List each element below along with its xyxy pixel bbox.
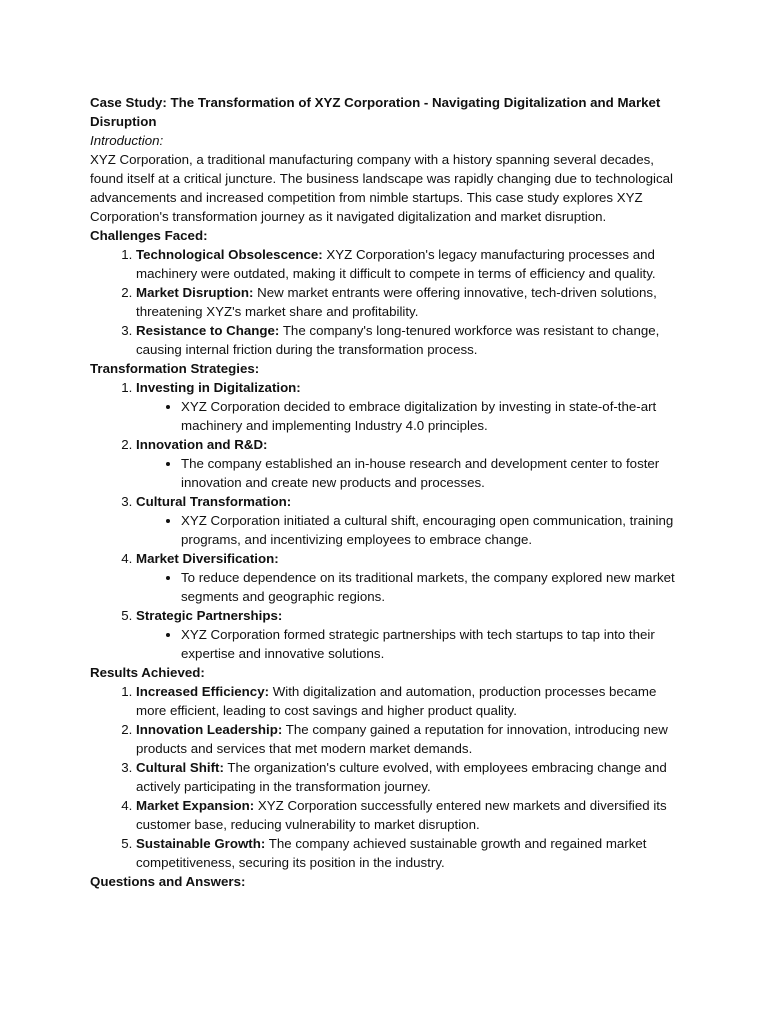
qa-heading: Questions and Answers:	[90, 874, 246, 889]
strategy-bullet: • To reduce dependence on its traditional markets, the company explored new market segments and geographic regions.	[181, 568, 688, 606]
strategy-item	[136, 606, 688, 663]
strategy-term: Market Diversification:	[136, 551, 279, 566]
challenge-text: XYZ Corporation's legacy manufacturing processes and machinery were outdated, making it difficult to compete in terms of efficiency and quality.	[136, 247, 656, 281]
strategy-term: Investing in Digitalization:	[136, 380, 301, 395]
challenges-list	[90, 245, 688, 359]
strategy-bullet: • XYZ Corporation formed strategic partnerships with tech startups to tap into their expertise and innovative solutions.	[181, 625, 688, 663]
strategy-bullets	[136, 511, 688, 549]
strategy-term: Innovation and R&D:	[136, 437, 268, 452]
document-title: Case Study: The Transformation of XYZ Corporation - Navigating Digitalization and Market Disruption	[90, 95, 661, 129]
results-heading: Results Achieved:	[90, 665, 205, 680]
result-text: The organization's culture evolved, with employees embracing change and actively participating in the transformation journey.	[136, 760, 667, 794]
result-item	[136, 720, 688, 758]
challenges-heading: Challenges Faced:	[90, 228, 208, 243]
result-text: XYZ Corporation successfully entered new markets and diversified its customer base, reducing vulnerability to market disruption.	[136, 798, 667, 832]
strategy-term: Strategic Partnerships:	[136, 608, 283, 623]
challenge-item	[136, 283, 688, 321]
challenge-item	[136, 245, 688, 283]
challenge-text: New market entrants were offering innovative, tech-driven solutions, threatening XYZ's market share and profitability.	[136, 285, 657, 319]
strategy-bullet: • XYZ Corporation initiated a cultural shift, encouraging open communication, training programs, and incentivizing employees to embrace change.	[181, 511, 688, 549]
result-term: Market Expansion:	[136, 798, 255, 813]
strategy-bullet: • The company established an in-house research and development center to foster innovation and create new products and processes.	[181, 454, 688, 492]
strategy-item	[136, 378, 688, 435]
strategy-bullets	[136, 397, 688, 435]
challenge-term: Technological Obsolescence:	[136, 247, 323, 262]
intro-label: Introduction:	[90, 133, 164, 148]
strategy-bullet: • XYZ Corporation decided to embrace digitalization by investing in state-of-the-art machinery and implementing Industry 4.0 principles.	[181, 397, 688, 435]
result-term: Cultural Shift:	[136, 760, 224, 775]
result-term: Increased Efficiency:	[136, 684, 270, 699]
result-item	[136, 758, 688, 796]
strategy-bullets	[136, 625, 688, 663]
result-item	[136, 682, 688, 720]
strategy-bullets	[136, 568, 688, 606]
result-item	[136, 834, 688, 872]
strategy-item	[136, 549, 688, 606]
result-text: The company achieved sustainable growth and regained market competitiveness, securing its position in the industry.	[136, 836, 647, 870]
result-item	[136, 796, 688, 834]
strategy-term: Cultural Transformation:	[136, 494, 292, 509]
challenge-item	[136, 321, 688, 359]
result-text: The company gained a reputation for innovation, introducing new products and services that met modern market demands.	[136, 722, 668, 756]
strategies-list	[90, 378, 688, 663]
result-text: With digitalization and automation, production processes became more efficient, leading to cost savings and higher product quality.	[136, 684, 657, 718]
challenge-term: Market Disruption:	[136, 285, 254, 300]
intro-paragraph: XYZ Corporation, a traditional manufacturing company with a history spanning several decades, found itself at a critical juncture. The business landscape was rapidly changing due to technological advancements and increased competition from nimble startups. This case study explores XYZ Corporation's transformation journey as it navigated digitalization and market disruption.	[90, 152, 673, 224]
result-term: Sustainable Growth:	[136, 836, 266, 851]
strategy-bullets	[136, 454, 688, 492]
strategies-heading: Transformation Strategies:	[90, 361, 260, 376]
results-list	[90, 682, 688, 872]
strategy-item	[136, 435, 688, 492]
challenge-text: The company's long-tenured workforce was resistant to change, causing internal friction during the transformation process.	[136, 323, 660, 357]
result-term: Innovation Leadership:	[136, 722, 283, 737]
strategy-item	[136, 492, 688, 549]
challenge-term: Resistance to Change:	[136, 323, 280, 338]
